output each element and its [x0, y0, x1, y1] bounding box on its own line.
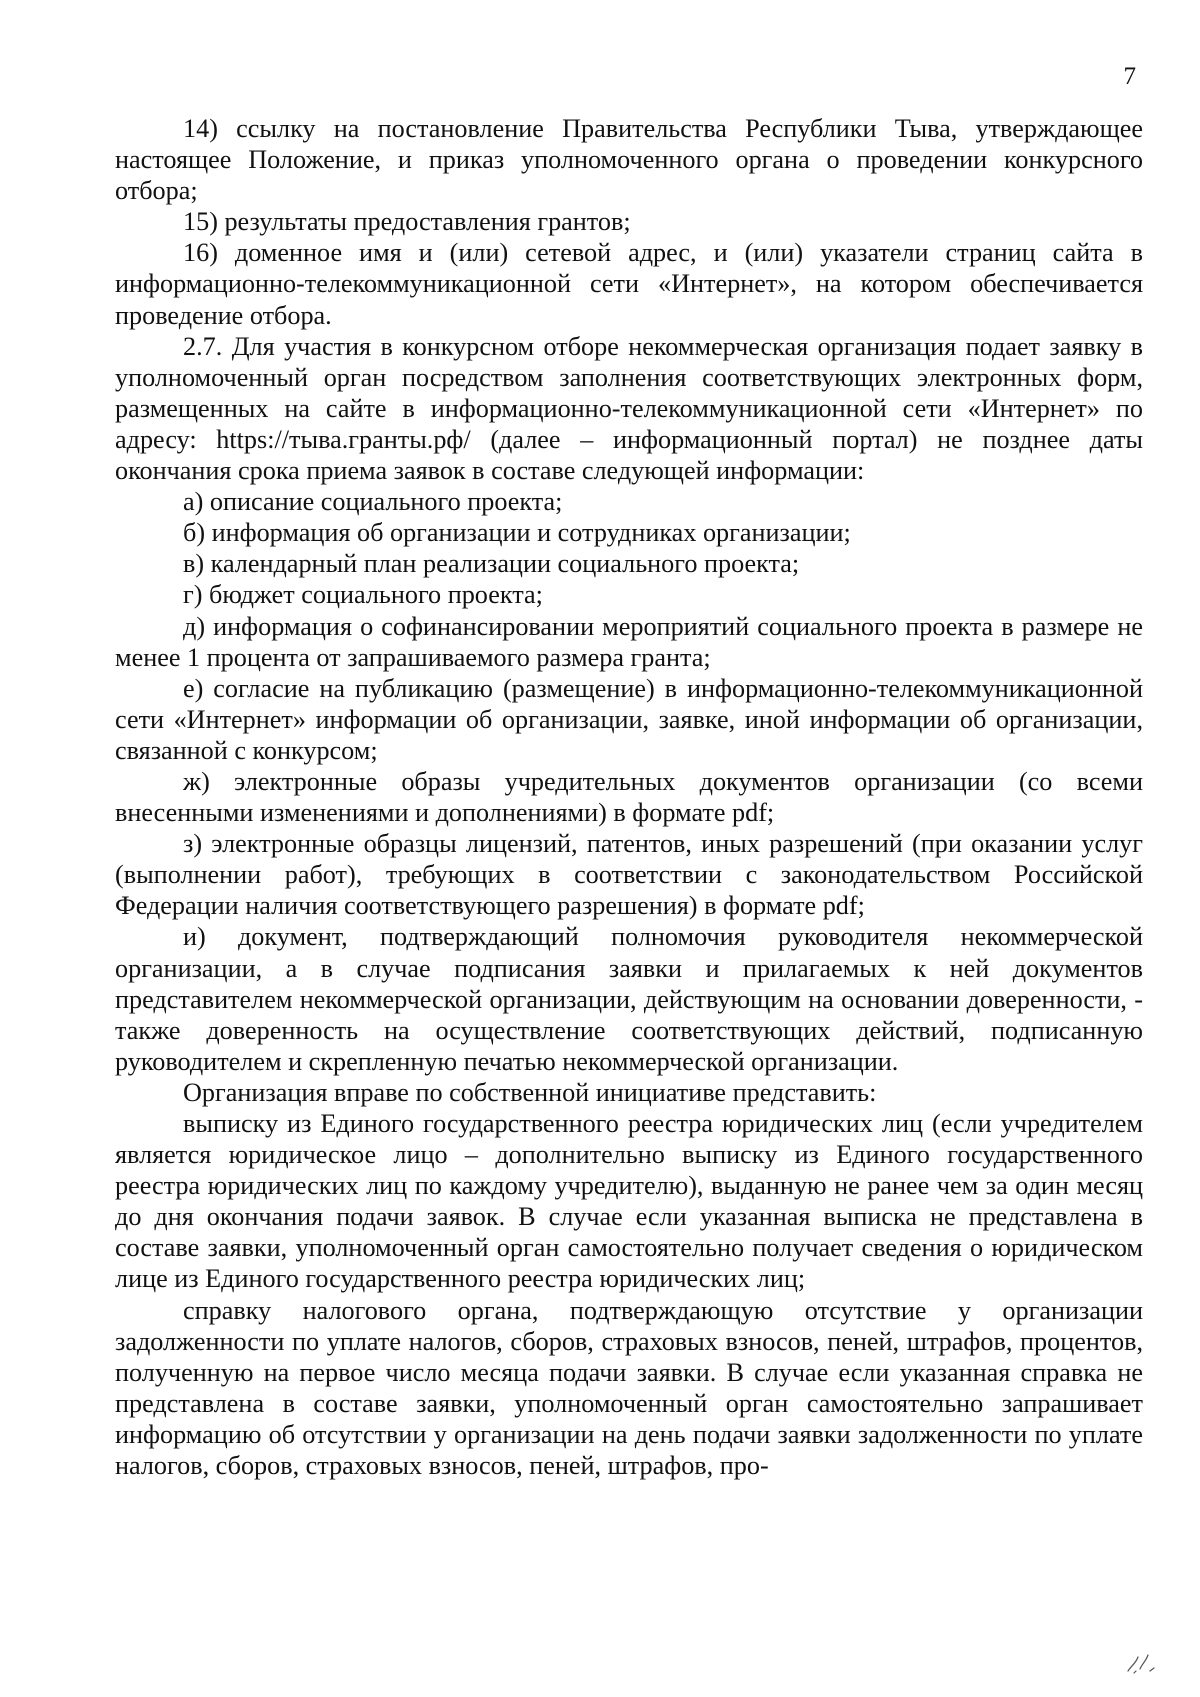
paragraph-registry-extract: выписку из Единого государственного реестра юридических лиц (если учредителем является юридическое лицо – дополнительно выписку из Единого государственного реестра юридических лиц по каждому учредителю), выданную не ранее чем за один месяц до дня окончания подачи заявок. В случае если указанная выписка не представлена в составе заявки, уполномоченный орган самостоятельно получает сведения о юридическом лице из Единого государственного реестра юридических лиц; — [115, 1109, 1143, 1294]
document-body — [115, 113, 1143, 1481]
list-item-g: г) бюджет социального проекта; — [183, 580, 543, 610]
paragraph-clause-2-7: 2.7. Для участия в конкурсном отборе некоммерческая организация подает заявку в уполномоченный орган посредством заполнения соответствующих электронных форм, размещенных на сайте в информационно-телекоммуникационной сети «Интернет» по адресу: https://тыва.гранты.рф/ (далее – информационный портал) не позднее даты окончания срока приема заявок в составе следующей информации: — [115, 331, 1143, 486]
list-item-b: б) информация об организации и сотрудниках организации; — [183, 518, 851, 548]
paragraph-item-14: 14) ссылку на постановление Правительства Республики Тыва, утверждающее настоящее Положение, и приказ уполномоченного органа о проведении конкурсного отбора; — [115, 114, 1143, 206]
list-item-e: е) согласие на публикацию (размещение) в информационно-телекоммуникационной сети «Интернет» информации об организации, заявке, иной информации об организации, связанной с конкурсом; — [115, 673, 1143, 765]
scan-smudge-mark — [1124, 1649, 1160, 1675]
paragraph-item-15: 15) результаты предоставления грантов; — [183, 207, 631, 237]
list-item-i: и) документ, подтверждающий полномочия руководителя некоммерческой организации, а в случае подписания заявки и прилагаемых к ней документов представителем некоммерческой организации, действующим на основании доверенности, - также доверенность на осуществление соответствующих действий, подписанную руководителем и скрепленную печатью некоммерческой организации. — [115, 922, 1143, 1076]
list-item-zh: ж) электронные образы учредительных документов организации (со всеми внесенными изменениями и дополнениями) в формате pdf; — [115, 766, 1143, 828]
list-item-z: з) электронные образцы лицензий, патентов, иных разрешений (при оказании услуг (выполнении работ), требующих в соответствии с законодательством Российской Федерации наличия соответствующего разрешения) в формате pdf; — [115, 829, 1143, 921]
list-item-d: д) информация о софинансировании мероприятий социального проекта в размере не менее 1 процента от запрашиваемого размера гранта; — [115, 611, 1143, 672]
list-item-v: в) календарный план реализации социального проекта; — [183, 549, 800, 579]
paragraph-tax-certificate: справку налогового органа, подтверждающую отсутствие у организации задолженности по уплате налогов, сборов, страховых взносов, пеней, штрафов, процентов, полученную на первое число месяца подачи заявки. В случае если указанная справка не представлена в составе заявки, уполномоченный орган самостоятельно запрашивает информацию об отсутствии у организации на день подачи заявки задолженности по уплате налогов, сборов, страховых взносов, пеней, штрафов, про- — [115, 1295, 1143, 1481]
page-number: 7 — [1123, 63, 1136, 90]
list-item-a: а) описание социального проекта; — [183, 487, 563, 517]
paragraph-optional-intro: Организация вправе по собственной инициативе представить: — [183, 1077, 877, 1107]
paragraph-item-16: 16) доменное имя и (или) сетевой адрес, и (или) указатели страниц сайта в информационно-телекоммуникационной сети «Интернет», на котором обеспечивается проведение отбора. — [115, 238, 1143, 330]
